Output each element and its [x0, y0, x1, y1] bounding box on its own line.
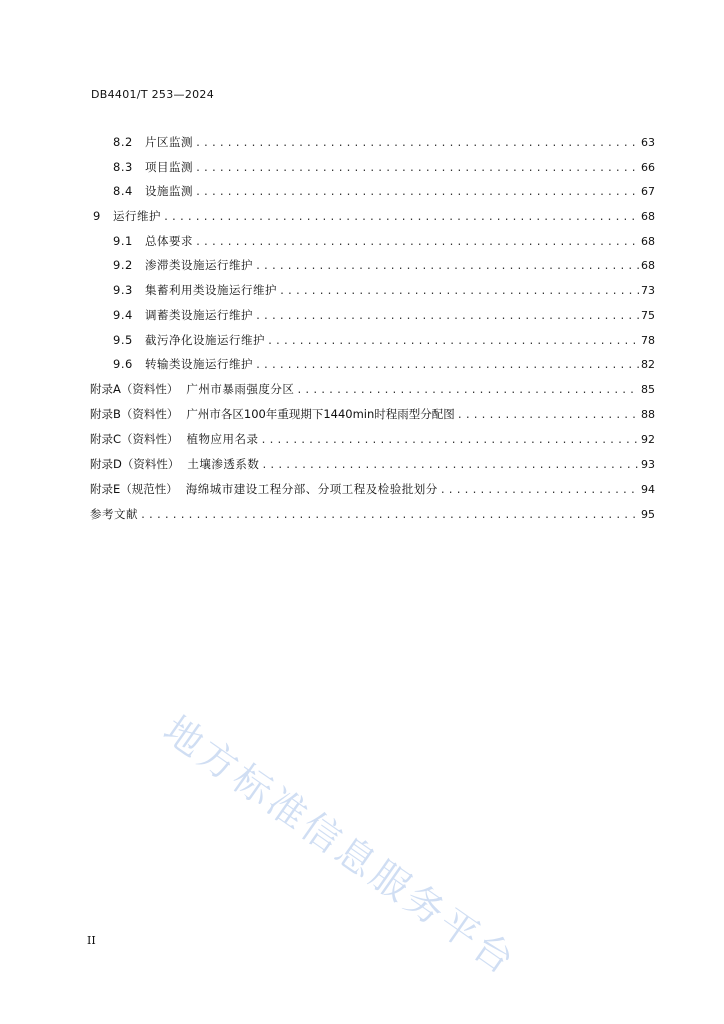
toc-entry-page: 66: [641, 161, 655, 174]
toc-entry-references[interactable]: [90, 506, 655, 522]
toc-entry-number: 9.2: [113, 258, 133, 272]
toc-entry-page: 78: [641, 334, 655, 347]
toc-entry-title: 转输类设施运行维护: [145, 357, 253, 371]
toc-entry-title: 参考文献: [90, 507, 138, 521]
toc-entry[interactable]: [90, 431, 655, 447]
toc-entry-page: 68: [641, 235, 655, 248]
toc-entry-page: 82: [641, 358, 655, 371]
toc-entry-number: 9.1: [113, 234, 133, 248]
dot-leader: [163, 210, 639, 226]
toc-entry-title: 广州市各区100年重现期下1440min时程雨型分配图: [186, 407, 455, 421]
toc-entry[interactable]: [113, 282, 655, 298]
toc-entry-title: 海绵城市建设工程分部、分项工程及检验批划分: [185, 482, 438, 496]
toc-entry-page: 63: [641, 136, 655, 149]
toc-entry-page: 67: [641, 185, 655, 198]
toc-entry[interactable]: [90, 381, 655, 397]
toc-entry-number: 附录D（资料性）: [90, 457, 180, 471]
dot-leader: [255, 309, 639, 325]
toc-entry-page: 95: [641, 508, 655, 521]
toc-entry-title: 项目监测: [145, 160, 193, 174]
dot-leader: [255, 259, 639, 275]
toc-entry[interactable]: [113, 134, 655, 150]
toc-entry-title: 运行维护: [113, 209, 161, 223]
toc-entry-page: 94: [641, 483, 655, 496]
toc-entry[interactable]: [90, 406, 655, 422]
watermark: 地方标准信息服务平台: [155, 707, 525, 985]
toc-entry-page: 92: [641, 433, 655, 446]
page-number: II: [87, 934, 96, 947]
toc-entry[interactable]: [113, 307, 655, 323]
dot-leader: [267, 334, 639, 350]
toc-entry-title: 渗滞类设施运行维护: [145, 258, 253, 272]
toc-entry-title: 广州市暴雨强度分区: [186, 382, 295, 396]
dot-leader: [195, 185, 639, 201]
toc-entry-title: 片区监测: [145, 135, 193, 149]
dot-leader: [261, 458, 639, 474]
dot-leader: [255, 358, 639, 374]
dot-leader: [261, 433, 639, 449]
toc-entry-number: 9.4: [113, 308, 133, 322]
toc-entry[interactable]: [90, 481, 655, 497]
toc-entry[interactable]: [113, 332, 655, 348]
toc-entry-number: 附录A（资料性）: [90, 382, 179, 396]
dot-leader: [140, 508, 639, 524]
dot-leader: [457, 408, 639, 424]
toc-entry-page: 93: [641, 458, 655, 471]
toc-entry-number: 9.6: [113, 357, 133, 371]
toc-entry[interactable]: [113, 233, 655, 249]
toc-entry-number: 附录B（资料性）: [90, 407, 179, 421]
toc-entry-number: 附录C（资料性）: [90, 432, 179, 446]
toc-entry[interactable]: [90, 456, 655, 472]
document-code: DB4401/T 253—2024: [91, 88, 215, 101]
toc-entry-number: 8.2: [113, 135, 133, 149]
toc-entry-page: 68: [641, 210, 655, 223]
toc-entry-number: 附录E（规范性）: [90, 482, 178, 496]
toc-entry-title: 设施监测: [145, 184, 193, 198]
toc-entry-number: 9.5: [113, 333, 133, 347]
toc-entry-title: 调蓄类设施运行维护: [145, 308, 253, 322]
toc-entry-title: 截污净化设施运行维护: [145, 333, 265, 347]
toc-entry[interactable]: [113, 257, 655, 273]
dot-leader: [440, 483, 639, 499]
toc-entry-number: 9: [93, 209, 101, 223]
toc-entry-number: 8.4: [113, 184, 133, 198]
toc-entry-page: 73: [641, 284, 655, 297]
toc-entry[interactable]: [113, 356, 655, 372]
toc-entry[interactable]: [113, 159, 655, 175]
toc-entry[interactable]: [93, 208, 655, 224]
toc-entry[interactable]: [113, 183, 655, 199]
toc-entry-number: 9.3: [113, 283, 133, 297]
toc-entry-title: 土壤渗透系数: [187, 457, 260, 471]
dot-leader: [296, 383, 639, 399]
toc-entry-title: 植物应用名录: [186, 432, 259, 446]
toc-entry-title: 总体要求: [145, 234, 193, 248]
dot-leader: [195, 136, 639, 152]
dot-leader: [195, 235, 639, 251]
toc-entry-page: 68: [641, 259, 655, 272]
toc-entry-title: 集蓄利用类设施运行维护: [145, 283, 277, 297]
toc-entry-page: 85: [641, 383, 655, 396]
toc-entry-number: 8.3: [113, 160, 133, 174]
dot-leader: [195, 161, 639, 177]
toc-entry-page: 75: [641, 309, 655, 322]
toc-entry-page: 88: [641, 408, 655, 421]
dot-leader: [279, 284, 639, 300]
